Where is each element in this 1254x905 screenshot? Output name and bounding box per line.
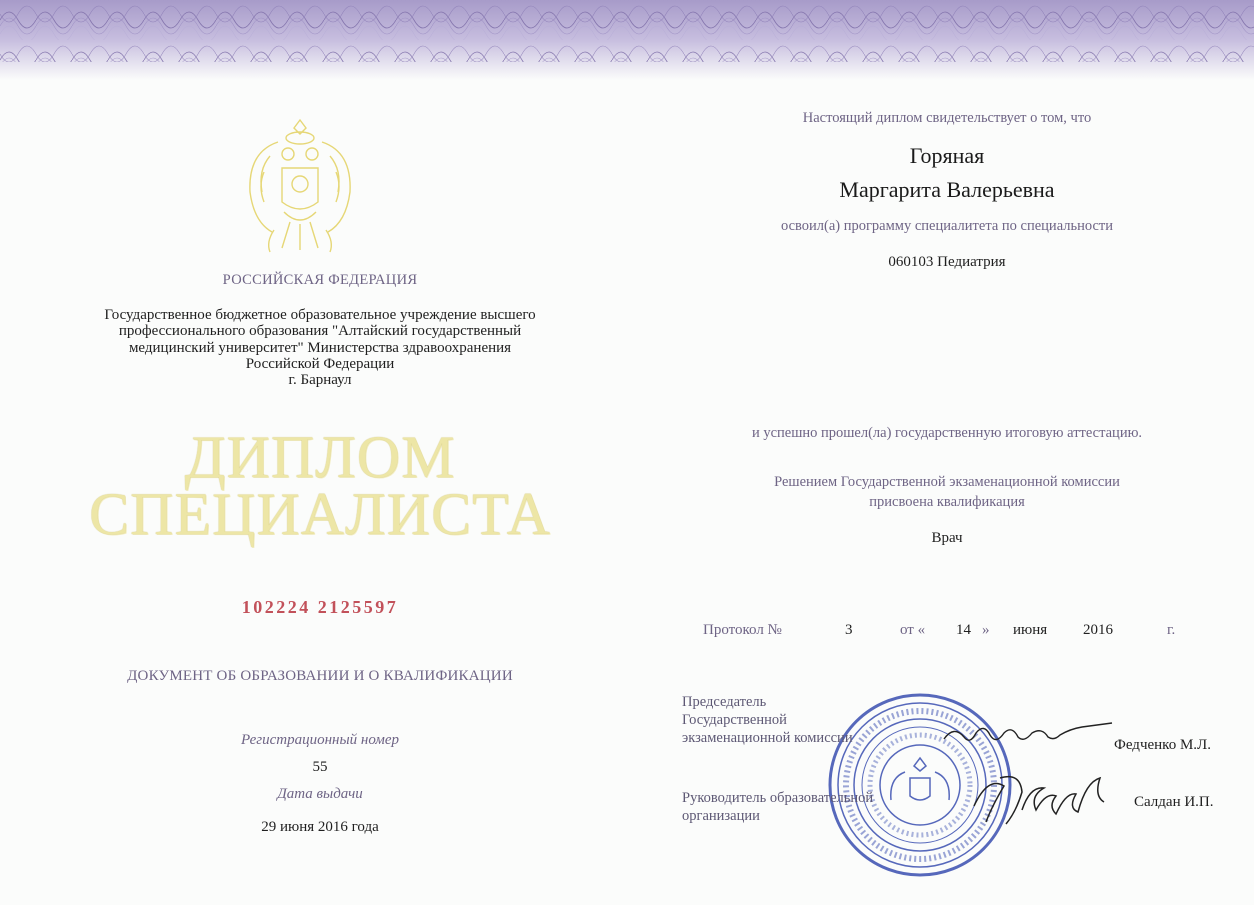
certifies-text: Настоящий диплом свидетельствует о том, что bbox=[802, 110, 1092, 126]
protocol-year-suffix: г. bbox=[1167, 622, 1176, 638]
chair-label-line: экзаменационной комиссии bbox=[682, 730, 853, 746]
head-name: Салдан И.П. bbox=[1134, 794, 1214, 810]
passed-text: и успешно прошел(ла) государственную итоговую аттестацию. bbox=[751, 425, 1143, 441]
registration-label: Регистрационный номер bbox=[240, 732, 399, 748]
diploma-title-line1: ДИПЛОМ bbox=[184, 424, 456, 490]
issue-date-label: Дата выдачи bbox=[277, 786, 363, 802]
protocol-year: 2016 bbox=[1083, 622, 1113, 638]
decision-text-line2: присвоена квалификация bbox=[869, 494, 1025, 510]
right-page bbox=[640, 0, 1254, 905]
institution-name bbox=[60, 307, 580, 388]
chair-label-line: Государственной bbox=[682, 712, 787, 728]
institution-line: Российской Федерации bbox=[245, 355, 395, 372]
head-signature bbox=[970, 766, 1120, 836]
protocol-from: от « bbox=[900, 622, 926, 638]
decision-text-line1: Решением Государственной экзаменационной комиссии bbox=[774, 474, 1120, 490]
protocol-close-quote: » bbox=[982, 622, 990, 638]
chair-label-line: Председатель bbox=[682, 694, 767, 710]
coat-of-arms-icon bbox=[240, 112, 360, 260]
qualification: Врач bbox=[931, 530, 963, 546]
diploma-title-line2: СПЕЦИАЛИСТА bbox=[88, 481, 552, 547]
protocol-month: июня bbox=[1013, 622, 1048, 638]
protocol-number: 3 bbox=[845, 622, 853, 638]
country-name: РОССИЙСКАЯ ФЕДЕРАЦИЯ bbox=[222, 272, 418, 288]
institution-line: Государственное бюджетное образовательное учреждение высшего bbox=[104, 307, 536, 323]
issue-date: 29 июня 2016 года bbox=[261, 819, 379, 835]
institution-line: медицинский университет" Министерства здравоохранения bbox=[128, 339, 512, 356]
chair-label bbox=[682, 693, 853, 747]
mastered-text: освоил(а) программу специалитета по специальности bbox=[780, 218, 1114, 234]
graduate-given-names: Маргарита Валерьевна bbox=[839, 177, 1055, 202]
head-label-line: Руководитель образовательной bbox=[682, 790, 874, 806]
head-label-line: организации bbox=[682, 808, 760, 824]
registration-number: 55 bbox=[312, 759, 328, 775]
institution-line: профессионального образования "Алтайский государственный bbox=[118, 323, 522, 340]
graduate-surname: Горяная bbox=[909, 143, 985, 168]
document-type: ДОКУМЕНТ ОБ ОБРАЗОВАНИИ И О КВАЛИФИКАЦИИ bbox=[127, 668, 513, 684]
protocol-label: Протокол № bbox=[703, 622, 782, 638]
serial-number: 102224 2125597 bbox=[241, 597, 399, 617]
head-label bbox=[682, 789, 873, 825]
chair-name: Федченко М.Л. bbox=[1114, 737, 1211, 753]
specialty: 060103 Педиатрия bbox=[888, 254, 1006, 270]
institution-line: г. Барнаул bbox=[288, 372, 352, 389]
chair-signature bbox=[940, 715, 1120, 755]
protocol-day: 14 bbox=[956, 622, 971, 638]
